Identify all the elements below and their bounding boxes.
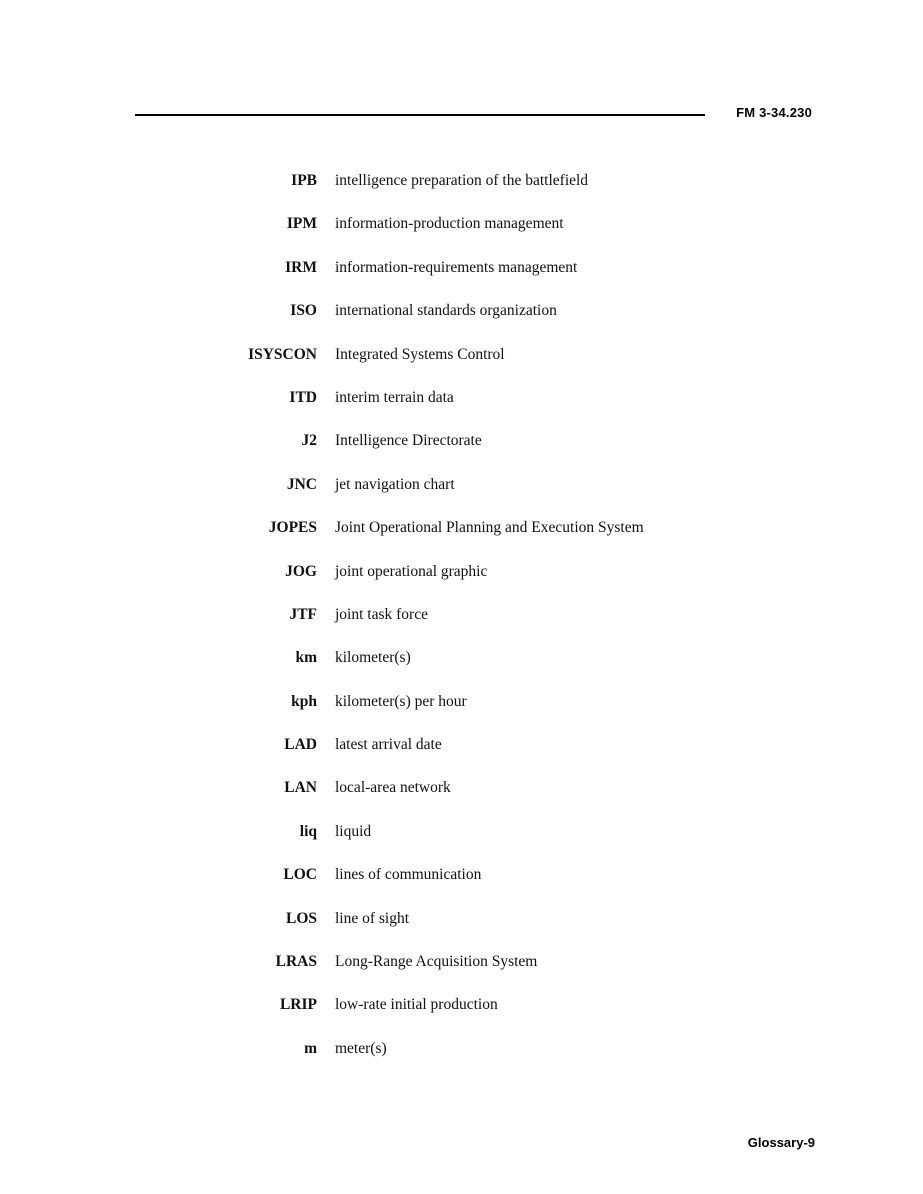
glossary-term: LRIP [279,996,317,1014]
glossary-entry [0,387,923,409]
glossary-entry [0,213,923,235]
glossary-definition: kilometer(s) per hour [335,692,467,710]
glossary-term: LAN [284,779,317,797]
glossary-definition: Long-Range Acquisition System [335,953,538,971]
glossary-definition: Integrated Systems Control [335,345,505,363]
glossary-term: JOG [285,562,317,580]
glossary-entry [0,777,923,799]
glossary-definition: information-production management [335,215,564,233]
glossary-entry [0,1038,923,1060]
glossary-definition: joint operational graphic [335,562,488,580]
glossary-term: LRAS [275,953,317,971]
glossary-entry [0,300,923,322]
glossary-term: LOC [283,866,317,884]
glossary-entry [0,257,923,279]
page-label: Glossary-9 [747,1135,815,1150]
glossary-definition: Intelligence Directorate [335,432,482,450]
glossary-term: LOS [285,909,317,927]
glossary-term: IPB [291,172,317,189]
glossary-entry [0,821,923,843]
glossary-entry [0,474,923,496]
glossary-entry [0,908,923,930]
glossary-term: J2 [301,432,317,450]
glossary-term: liq [299,822,317,840]
glossary-definition: low-rate initial production [335,996,498,1014]
glossary-entry [0,170,923,192]
glossary-list [0,170,923,1081]
glossary-entry [0,734,923,756]
glossary-entry [0,691,923,713]
glossary-term: ITD [289,388,317,406]
glossary-entry [0,951,923,973]
glossary-term: ISO [290,302,317,320]
glossary-term: m [304,1039,317,1057]
glossary-definition: line of sight [335,909,410,927]
glossary-definition: interim terrain data [335,388,454,406]
glossary-entry [0,647,923,669]
doc-number: FM 3-34.230 [736,105,812,120]
glossary-definition: information-requirements management [335,258,578,276]
glossary-definition: local-area network [335,779,451,797]
header-rule [135,114,705,116]
glossary-definition: Joint Operational Planning and Execution System [335,519,644,537]
glossary-definition: joint task force [335,605,428,623]
glossary-entry [0,864,923,886]
glossary-term: IPM [286,215,317,233]
glossary-term: km [295,649,317,667]
glossary-entry [0,430,923,452]
glossary-definition: lines of communication [335,866,482,884]
glossary-definition: intelligence preparation of the battlefield [335,172,589,189]
glossary-entry [0,517,923,539]
glossary-term: kph [291,692,317,710]
glossary-entry [0,344,923,366]
glossary-definition: latest arrival date [335,736,442,754]
glossary-definition: liquid [335,822,372,840]
glossary-definition: kilometer(s) [335,649,411,667]
glossary-definition: international standards organization [335,302,557,320]
glossary-term: JTF [289,605,317,623]
glossary-entry [0,561,923,583]
glossary-term: JOPES [268,519,317,537]
glossary-term: JNC [286,475,317,493]
glossary-definition: jet navigation chart [335,475,455,493]
glossary-term: IRM [285,258,317,276]
glossary-entry [0,994,923,1016]
glossary-entry [0,604,923,626]
glossary-term: ISYSCON [248,345,317,363]
glossary-term: LAD [284,736,317,754]
glossary-definition: meter(s) [335,1039,387,1057]
